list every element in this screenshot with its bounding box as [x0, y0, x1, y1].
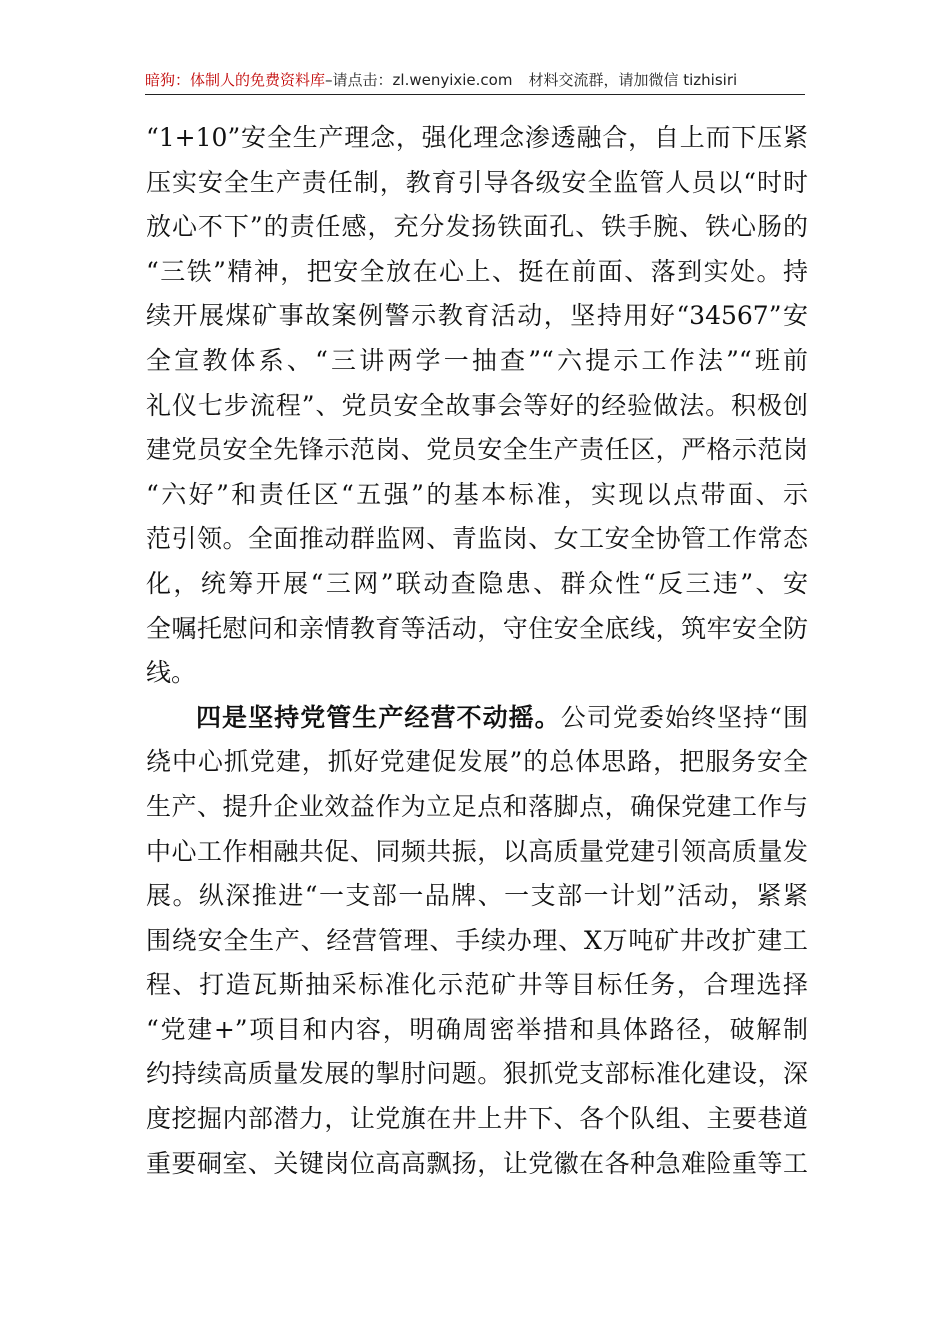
paragraph-1	[146, 116, 808, 696]
text-line: 全嘱托慰问和亲情教育等活动，守住安全底线，筑牢安全防	[146, 613, 808, 643]
text-line: 围绕安全生产、经营管理、手续办理、X万吨矿井改扩建工	[146, 925, 808, 955]
text-line: 约持续高质量发展的掣肘问题。狠抓党支部标准化建设，深	[146, 1059, 808, 1089]
text-line: 建党员安全先锋示范岗、党员安全生产责任区，严格示范岗	[146, 435, 808, 465]
document-body	[146, 116, 808, 1186]
text-line: “1+10”安全生产理念，强化理念渗透融合，自上而下压紧	[146, 123, 808, 152]
page-header	[145, 66, 805, 95]
text-line: 压实安全生产责任制，教育引导各级安全监管人员以“时时	[146, 167, 808, 197]
text-line: 放心不下”的责任感，充分发扬铁面孔、铁手腕、铁心肠的	[146, 212, 808, 242]
header-promo-text: 暗狗：体制人的免费资料库	[145, 71, 326, 89]
paragraph-heading-continuation: 公司党委始终坚持“围	[560, 702, 808, 732]
text-line: 生产、提升企业效益作为立足点和落脚点，确保党建工作与	[146, 791, 808, 821]
paragraph-2	[146, 696, 808, 1187]
header-url-link[interactable]: zl.wenyixie.com	[392, 71, 513, 89]
text-line: “三铁”精神，把安全放在心上、挺在前面、落到实处。持	[146, 256, 808, 286]
text-line: 线。	[146, 658, 197, 688]
text-line: 重要硐室、关键岗位高高飘扬，让党徽在各种急难险重等工	[146, 1148, 808, 1178]
text-line: 化，统筹开展“三网”联动查隐患、群众性“反三违”、安	[146, 568, 808, 598]
paragraph-first-line	[146, 696, 808, 741]
text-line: 礼仪七步流程”、党员安全故事会等好的经验做法。积极创	[146, 390, 808, 420]
text-line: 展。纵深推进“一支部一品牌、一支部一计划”活动，紧紧	[146, 881, 808, 911]
text-line: 中心工作相融共促、同频共振，以高质量党建引领高质量发	[146, 836, 808, 866]
text-line: 程、打造瓦斯抽采标准化示范矿井等目标任务，合理选择	[146, 970, 808, 1000]
text-line: 全宣教体系、“三讲两学一抽查”“六提示工作法”“班前	[146, 345, 808, 375]
text-line: “党建+”项目和内容，明确周密举措和具体路径，破解制	[146, 1014, 808, 1044]
text-line: 绕中心抓党建，抓好党建促发展”的总体思路，把服务安全	[146, 747, 808, 777]
header-group-text: 材料交流群，请加微信 tizhisiri	[528, 71, 738, 89]
text-line: 续开展煤矿事故案例警示教育活动，坚持用好“34567”安	[146, 301, 808, 331]
paragraph-heading: 四是坚持党管生产经营不动摇。	[196, 702, 561, 732]
header-click-text: –请点击：	[325, 71, 393, 89]
text-line: 度挖掘内部潜力，让党旗在井上井下、各个队组、主要巷道	[146, 1104, 808, 1134]
text-line: 范引领。全面推动群监网、青监岗、女工安全协管工作常态	[146, 524, 808, 554]
text-line: “六好”和责任区“五强”的基本标准，实现以点带面、示	[146, 479, 808, 509]
